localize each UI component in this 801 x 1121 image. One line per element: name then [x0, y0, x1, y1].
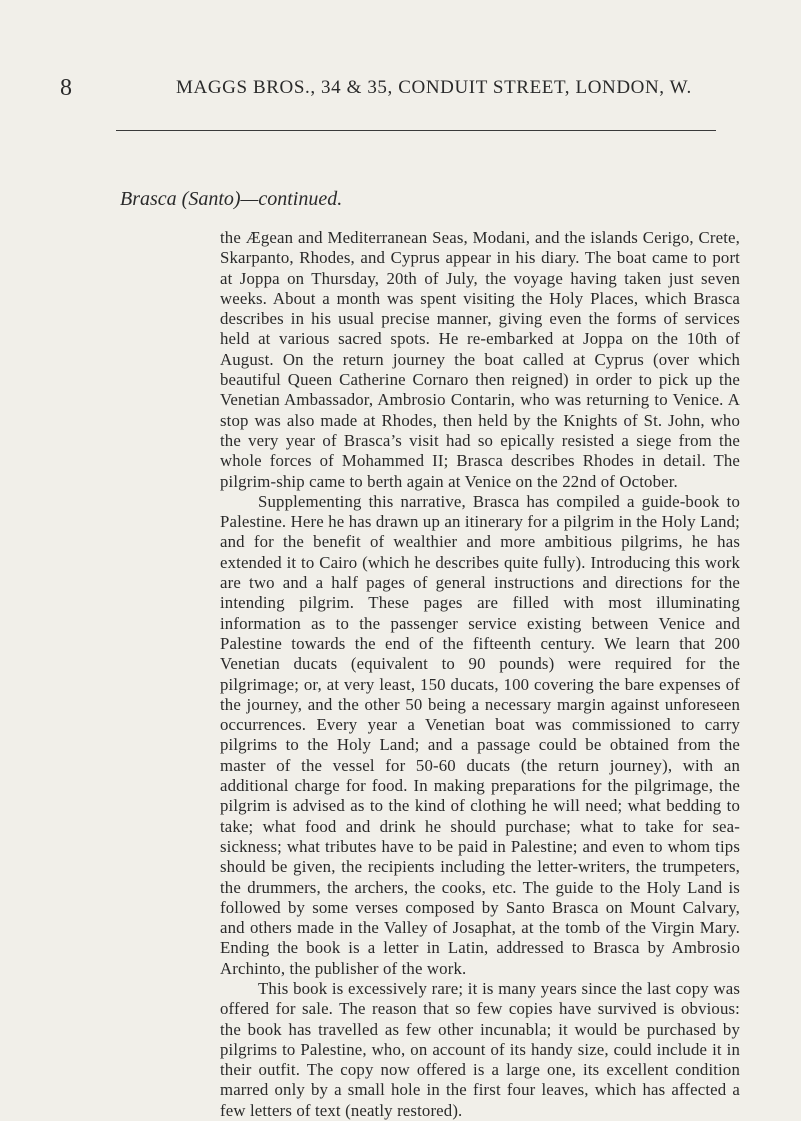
page-header	[60, 70, 740, 106]
body-text	[220, 228, 740, 1121]
paragraph-guide-book: Supplementing this narrative, Brasca has compiled a guide-book to Palestine. Here he has drawn up an itinerary for a pilgrim in the Holy Land; and for the benefit of wealthier and more ambitious pilgrims, he has extended it to Cairo (which he describes quite fully). Introducing this work are two and a half pages of general instructions and directions for the intending pilgrim. These pages are filled with most illuminating information as to the passenger service existing between Venice and Palestine towards the end of the fifteenth century. We learn that 200 Venetian ducats (equivalent to 90 pounds) were required for the pilgrimage; or, at very least, 150 ducats, 100 covering the bare expenses of the journey, and the other 50 being a necessary margin against unforeseen occurrences. Every year a Venetian boat was commissioned to carry pilgrims to the Holy Land; and a passage could be obtained from the master of the vessel for 50-60 ducats (the return journey), with an additional charge for food. In making preparations for the pilgrimage, the pilgrim is advised as to the kind of clothing he will need; what bedding to take; what food and drink he should purchase; what to take for sea-sickness; what tributes have to be paid in Palestine; and even to whom tips should be given, the recipients including the letter-writers, the trumpeters, the drummers, the archers, the cooks, etc. The guide to the Holy Land is followed by some verses composed by Santo Brasca on Mount Calvary, and others made in the Valley of Josaphat, at the tomb of the Virgin Mary. Ending the book is a letter in Latin, addressed to Brasca by Ambrosio Archinto, the publisher of the work.	[220, 491, 740, 978]
paragraph-voyage: the Ægean and Mediterranean Seas, Modani, and the islands Cerigo, Crete, Skarpanto, Rhodes, and Cyprus appear in his diary. The boat came to port at Joppa on Thursday, 20th of July, the voyage having taken just seven weeks. About a month was spent visiting the Holy Places, which Brasca describes in his usual precise manner, giving even the forms of services held at various sacred spots. He re-embarked at Joppa on the 10th of August. On the return journey the boat called at Cyprus (over which beautiful Queen Catherine Cornaro then reigned) in order to pick up the Venetian Ambassador, Ambrosio Contarin, who was returning to Venice. A stop was also made at Rhodes, then held by the Knights of St. John, who the very year of Brasca’s visit had so epically resisted a siege from the whole forces of Mohammed II; Brasca describes Rhodes in detail. The pilgrim-ship came to berth again at Venice on the 22nd of October.	[220, 228, 740, 491]
page-number: 8	[60, 75, 72, 101]
entry-heading	[120, 188, 342, 211]
paragraph-rarity: This book is excessively rare; it is many years since the last copy was offered for sale. The reason that so few copies have survived is obvious: the book has travelled as few other incunabla; it would be purchased by pilgrims to Palestine, who, on account of its handy size, could include it in their outfit. The copy now offered is a large one, its excellent condition marred only by a small hole in the first four leaves, which has affected a few letters of text (neatly restored).	[220, 978, 740, 1120]
running-header-title: MAGGS BROS., 34 & 35, CONDUIT STREET, LONDON, W.	[176, 77, 692, 98]
entry-subject: (Santo)—continued.	[181, 188, 343, 210]
entry-author: Brasca	[120, 188, 177, 210]
header-rule	[116, 130, 716, 131]
